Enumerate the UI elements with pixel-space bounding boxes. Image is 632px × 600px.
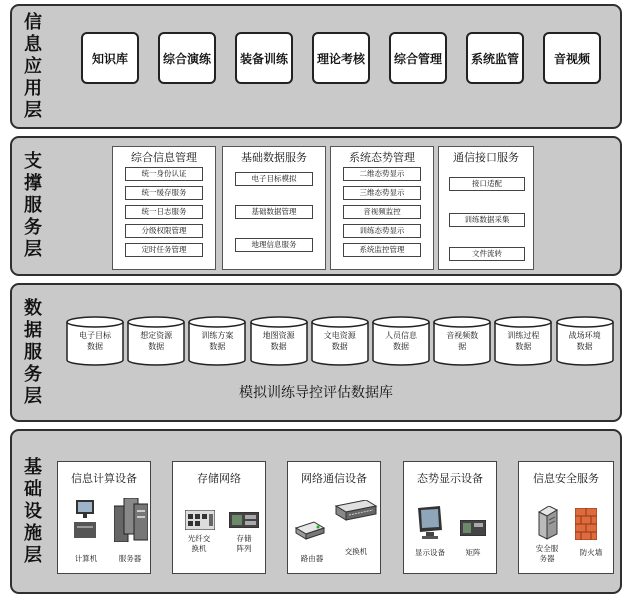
router-icon <box>294 520 326 540</box>
database-cylinder <box>494 316 552 366</box>
service-item: 统一身份认证 <box>125 167 203 181</box>
layer-title-char: 施 <box>24 522 42 544</box>
service-item: 训练数据采集 <box>449 213 525 227</box>
database-label <box>374 330 428 352</box>
infra-group-title: 网络通信设备 <box>301 472 367 485</box>
service-item: 分级权限管理 <box>125 224 203 238</box>
layer-title-char: 据 <box>24 319 42 341</box>
service-item: 接口适配 <box>449 177 525 191</box>
database-label-line: 数据 <box>515 342 532 351</box>
database-label-line: 数据 <box>270 342 287 351</box>
layer-support-title <box>12 138 54 274</box>
service-group-title: 通信接口服务 <box>453 151 519 164</box>
layer-app <box>10 4 622 129</box>
layer-title-char: 层 <box>24 239 42 260</box>
computer-icon <box>74 500 98 538</box>
layer-title-char: 撑 <box>24 173 42 194</box>
layer-title-char: 服 <box>24 195 42 216</box>
device-label-text: 交换机 <box>344 547 368 556</box>
app-module-management: 综合管理 <box>389 32 447 84</box>
device-label-text: 存储 <box>236 534 252 543</box>
layer-title-char: 基 <box>24 456 42 478</box>
security-server-icon <box>537 506 559 540</box>
app-module-drill: 综合演练 <box>158 32 216 84</box>
device-label-text: 显示设备 <box>415 548 445 557</box>
service-item: 定时任务管理 <box>125 243 203 257</box>
layer-infra-title <box>12 431 54 592</box>
database-label-line: 数据 <box>393 342 409 351</box>
layer-data <box>10 283 622 422</box>
infra-group-title: 存储网络 <box>197 472 241 485</box>
layer-title-char: 应 <box>24 55 42 77</box>
database-label-line: 文电资源 <box>323 331 356 340</box>
switch-icon <box>334 500 378 522</box>
layer-app-title <box>12 6 54 127</box>
database-cylinder <box>372 316 430 366</box>
database-label-line: 人员信息 <box>385 331 417 340</box>
database-label-line: 数据 <box>148 342 165 351</box>
database-cylinder <box>311 316 369 366</box>
infra-group-computing <box>57 461 151 574</box>
database-label <box>435 330 489 352</box>
service-item: 电子目标模拟 <box>235 172 313 186</box>
app-module-knowledge-base: 知识库 <box>81 32 139 84</box>
database-label <box>496 330 550 352</box>
infra-group-security <box>518 461 614 574</box>
database-cylinder <box>556 316 614 366</box>
layer-title-char: 信 <box>24 11 42 33</box>
database-label <box>190 330 244 352</box>
database-label-line: 据 <box>458 342 467 351</box>
database-label-line: 训练方案 <box>201 331 234 340</box>
service-item: 统一缓存服务 <box>125 186 203 200</box>
layer-title-char: 设 <box>24 500 42 522</box>
database-label <box>129 330 183 352</box>
service-item: 基础数据管理 <box>235 205 313 219</box>
service-group-integrated-info <box>112 146 216 270</box>
layer-title-char: 用 <box>24 77 42 99</box>
device-label <box>225 534 263 554</box>
database-label-line: 数据 <box>87 342 103 351</box>
device-label-text: 计算机 <box>74 554 98 563</box>
database-label <box>68 330 122 352</box>
device-label-text: 矩阵 <box>465 548 481 557</box>
device-label-text: 服务器 <box>118 554 142 563</box>
service-item: 地理信息服务 <box>235 238 313 252</box>
layer-title-char: 支 <box>24 151 42 172</box>
device-label <box>110 554 150 564</box>
infra-group-title: 态势显示设备 <box>417 472 483 485</box>
infra-group-storage <box>172 461 266 574</box>
service-group-title: 系统态势管理 <box>349 151 415 164</box>
infra-group-display <box>403 461 497 574</box>
database-label-line: 想定资源 <box>140 331 173 340</box>
device-label-text: 务器 <box>539 554 555 563</box>
app-module-theory-exam: 理论考核 <box>312 32 370 84</box>
layer-title-char: 层 <box>24 385 42 407</box>
service-item: 音视频监控 <box>343 205 421 219</box>
device-label-text: 光纤交 <box>187 534 211 543</box>
database-cylinder <box>433 316 491 366</box>
firewall-icon <box>575 508 597 540</box>
database-label-line: 数据 <box>209 342 226 351</box>
device-label-text: 换机 <box>191 544 207 553</box>
device-label <box>571 548 611 558</box>
device-label <box>408 548 452 558</box>
device-label-text: 防火墙 <box>579 548 603 557</box>
service-group-title: 基础数据服务 <box>241 151 307 164</box>
database-cylinder <box>250 316 308 366</box>
app-module-audio-video: 音视频 <box>543 32 601 84</box>
infra-group-title: 信息计算设备 <box>71 472 137 485</box>
service-item: 系统监控管理 <box>343 243 421 257</box>
service-item: 二维态势显示 <box>343 167 421 181</box>
infra-group-network <box>287 461 381 574</box>
database-cylinder <box>127 316 185 366</box>
layer-infra <box>10 429 622 594</box>
storage-array-icon <box>229 512 259 528</box>
database-label-line: 数据 <box>331 342 348 351</box>
service-group-basic-data <box>222 146 326 270</box>
database-label-line: 数据 <box>576 342 593 351</box>
layer-support <box>10 136 622 276</box>
database-cylinder <box>188 316 246 366</box>
layer-title-char: 务 <box>24 363 42 385</box>
database-label-line: 电子目标 <box>79 331 111 340</box>
database-caption: 模拟训练导控评估数据库 <box>239 385 393 401</box>
fiber-switch-icon <box>185 510 215 530</box>
device-label-text: 阵列 <box>236 544 252 553</box>
app-module-equipment-training: 装备训练 <box>235 32 293 84</box>
device-label <box>179 534 219 554</box>
device-label <box>292 554 332 564</box>
app-module-monitoring: 系统监管 <box>466 32 524 84</box>
service-group-title: 综合信息管理 <box>131 151 197 164</box>
device-label-text: 路由器 <box>300 554 324 563</box>
database-label <box>252 330 306 352</box>
service-item: 文件流转 <box>449 247 525 261</box>
device-label <box>336 547 376 557</box>
service-group-situation <box>330 146 434 270</box>
database-label <box>558 330 612 352</box>
matrix-icon <box>460 520 486 536</box>
device-label-text: 安全服 <box>535 544 559 553</box>
device-label <box>66 554 106 564</box>
database-label-line: 训练过程 <box>507 331 540 340</box>
layer-title-char: 数 <box>24 297 42 319</box>
database-label-line: 战场环境 <box>568 331 601 340</box>
layer-title-char: 础 <box>24 478 42 500</box>
infra-group-title: 信息安全服务 <box>533 472 599 485</box>
database-label-line: 音视频数 <box>446 331 479 340</box>
service-item: 三维态势显示 <box>343 186 421 200</box>
display-monitor-icon <box>416 506 444 540</box>
database-cylinder <box>66 316 124 366</box>
service-item: 训练态势显示 <box>343 224 421 238</box>
database-label-line: 地图资源 <box>262 331 295 340</box>
database-label <box>313 330 367 352</box>
device-label <box>525 544 569 564</box>
layer-title-char: 服 <box>24 341 42 363</box>
layer-title-char: 层 <box>24 544 42 566</box>
server-icon <box>114 498 148 542</box>
service-group-comm-interface <box>438 146 534 270</box>
layer-title-char: 息 <box>24 33 42 55</box>
service-item: 统一日志服务 <box>125 205 203 219</box>
layer-title-char: 务 <box>24 217 42 238</box>
device-label <box>456 548 490 558</box>
layer-title-char: 层 <box>24 99 42 121</box>
